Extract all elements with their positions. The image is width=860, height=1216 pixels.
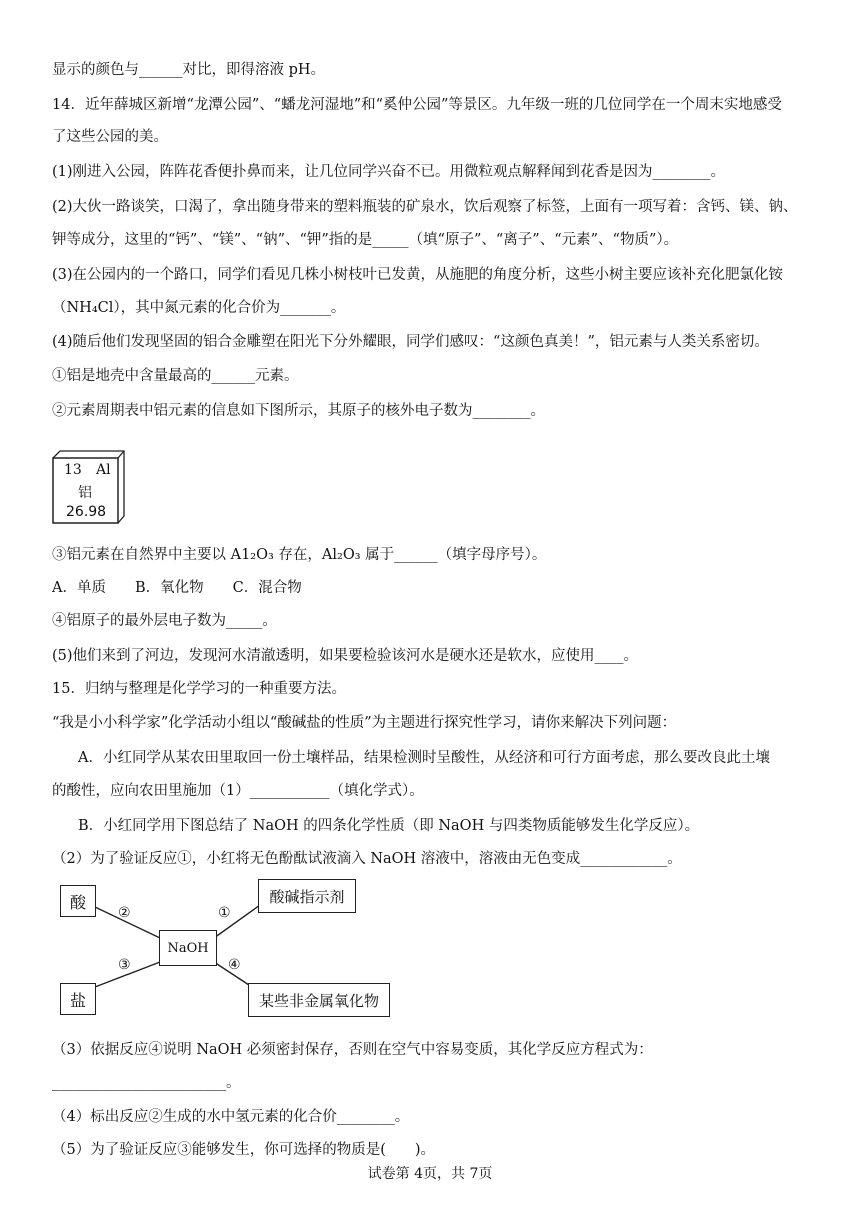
question-14-part-2: (2)大伙一路谈笑，口渴了，拿出随身带来的塑料瓶装的矿泉水，饮后观察了标签，上面有一项写着：含钙、镁、钠、 xyxy=(52,199,798,215)
text-line: “我是小小科学家”化学活动小组以“酸碱盐的性质”为主题进行探究性学习，请你来解决下列问题： xyxy=(52,715,677,731)
question-15-part-5: （5）为了验证反应③能够发生，你可选择的物质是( )。 xyxy=(52,1142,436,1158)
page-footer: 试卷第 4页，共 7页 xyxy=(367,1166,493,1182)
text-line: ①铝是地壳中含量最高的______元素。 xyxy=(52,368,299,384)
acid-box: 酸 xyxy=(60,885,96,917)
part-a: A．小红同学从某农田里取回一份土壤样品，结果检测时呈酸性，从经济和可行方面考虑，那么要改良此土壤 xyxy=(78,750,770,766)
question-14-part-1: (1)刚进入公园，阵阵花香便扑鼻而来，让几位同学兴奋不已。用微粒观点解释闻到花香是因为________。 xyxy=(52,164,726,180)
question-14-part-5: (5)他们来到了河边，发现河水清澈透明，如果要检验该河水是硬水还是软水，应使用____。 xyxy=(52,648,639,664)
atomic-number: 13 xyxy=(64,462,82,478)
reaction-2-label: ② xyxy=(118,905,131,921)
question-15-stem: 15．归纳与整理是化学学习的一种重要方法。 xyxy=(52,681,346,697)
reaction-1-label: ① xyxy=(218,905,231,921)
nonmetal-oxide-box: 某些非金属氧化物 xyxy=(248,983,390,1017)
text-line: ②元素周期表中铝元素的信息如下图所示，其原子的核外电子数为________。 xyxy=(52,403,545,419)
element-name: 铝 xyxy=(78,485,92,501)
question-15-part-3: （3）依据反应④说明 NaOH 必须密封保存，否则在空气中容易变质，其化学反应方程式为： xyxy=(52,1042,653,1058)
question-14-part-3: (3)在公园内的一个路口，同学们看见几株小树枝叶已发黄，从施肥的角度分析，这些小树主要应该补充化肥氯化铵 xyxy=(52,267,784,283)
question-15-part-4: （4）标出反应②生成的水中氢元素的化合价________。 xyxy=(52,1109,410,1125)
text-line: ④铝原子的最外层电子数为_____。 xyxy=(52,613,277,629)
atomic-mass: 26.98 xyxy=(66,504,107,520)
text-line: 了这些公园的美。 xyxy=(52,129,168,145)
naoh-box: NaOH xyxy=(159,930,217,966)
question-15-part-2: （2）为了验证反应①，小红将无色酚酞试液滴入 NaOH 溶液中，溶液由无色变成____________。 xyxy=(52,851,682,867)
part-b: B．小红同学用下图总结了 NaOH 的四条化学性质（即 NaOH 与四类物质能够发生化学反应）。 xyxy=(78,818,700,834)
salt-box: 盐 xyxy=(60,983,96,1015)
text-line: （NH₄Cl），其中氮元素的化合价为_______。 xyxy=(52,300,346,316)
text-line: ________________________。 xyxy=(52,1075,241,1091)
question-14-stem: 14．近年薛城区新增“龙潭公园”、“蟠龙河湿地”和“奚仲公园”等景区。九年级一班的几位同学在一个周末实地感受 xyxy=(52,97,782,113)
text-line: 的酸性，应向农田里施加（1）___________（填化学式）。 xyxy=(52,783,424,799)
answer-options: A．单质 B．氧化物 C．混合物 xyxy=(52,580,302,596)
element-symbol: Al xyxy=(96,462,111,478)
indicator-box: 酸碱指示剂 xyxy=(258,879,356,913)
element-card xyxy=(52,450,124,524)
reaction-3-label: ③ xyxy=(118,957,131,973)
text-line: ③铝元素在自然界中主要以 A1₂O₃ 存在，Al₂O₃ 属于______（填字母序号）。 xyxy=(52,547,547,563)
text-line: 显示的颜色与______对比，即得溶液 pH。 xyxy=(52,62,326,78)
text-line: 钾等成分，这里的“钙”、“镁”、“钠”、“钾”指的是_____（填“原子”、“离子”、“元素”、“物质”）。 xyxy=(52,232,679,248)
question-14-part-4: (4)随后他们发现坚固的铝合金雕塑在阳光下分外耀眼，同学们感叹：“这颜色真美！”，铝元素与人类关系密切。 xyxy=(52,334,769,350)
naoh-diagram xyxy=(52,875,379,1020)
reaction-4-label: ④ xyxy=(228,957,241,973)
